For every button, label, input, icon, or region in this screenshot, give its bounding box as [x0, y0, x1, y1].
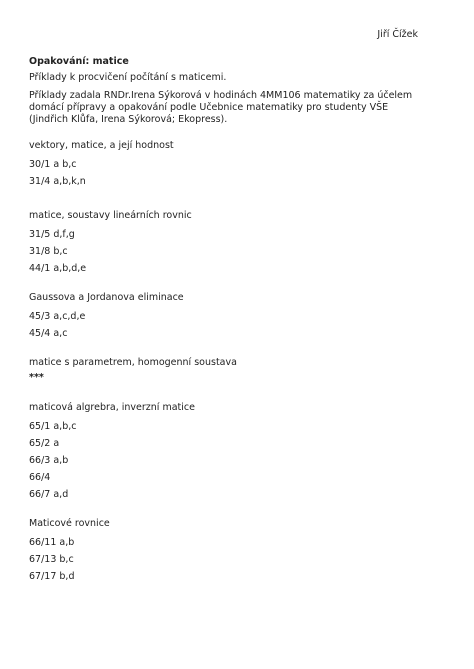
exercise-item: *** [29, 372, 44, 383]
exercise-item: 65/1 a,b,c [29, 421, 77, 432]
section-heading: Maticové rovnice [29, 518, 110, 529]
exercise-item: 31/8 b,c [29, 246, 68, 257]
section-heading: matice s parametrem, homogenní soustava [29, 357, 237, 368]
section-matrix-equations [29, 518, 429, 583]
section-gauss [29, 292, 429, 340]
exercise-item: 66/7 a,d [29, 489, 69, 500]
exercise-item: 44/1 a,b,d,e [29, 263, 87, 274]
exercise-item: 31/5 d,f,g [29, 229, 75, 240]
section-linear-systems [29, 210, 429, 275]
document-title: Opakování: matice [29, 56, 129, 67]
section-vectors [29, 140, 429, 188]
intro-paragraph: Příklady zadala RNDr.Irena Sýkorová v hodinách 4MM106 matematiky za účelem domácí přípravy a opakování podle Učebnice matematiky pro studenty VŠE (Jindřich Klůfa, Irena Sýkorová; Ekopress). [29, 90, 413, 125]
exercise-item: 67/17 b,d [29, 571, 75, 582]
section-heading: Gaussova a Jordanova eliminace [29, 292, 184, 303]
section-heading: vektory, matice, a její hodnost [29, 140, 174, 151]
exercise-item: 66/3 a,b [29, 455, 69, 466]
section-heading: matice, soustavy lineárních rovnic [29, 210, 192, 221]
author-name: Jiří Čížek [377, 29, 418, 40]
exercise-item: 31/4 a,b,k,n [29, 176, 86, 187]
section-parameter [29, 357, 429, 384]
exercise-item: 30/1 a b,c [29, 159, 77, 170]
exercise-item: 66/4 [29, 472, 51, 483]
document-body [29, 55, 429, 583]
intro-paragraph: Příklady k procvičení počítání s maticemi. [29, 72, 227, 83]
exercise-item: 45/4 a,c [29, 328, 68, 339]
exercise-item: 66/11 a,b [29, 537, 75, 548]
exercise-item: 67/13 b,c [29, 554, 74, 565]
exercise-item: 45/3 a,c,d,e [29, 311, 86, 322]
exercise-item: 65/2 a [29, 438, 60, 449]
section-heading: maticová algrebra, inverzní matice [29, 402, 195, 413]
section-matrix-algebra [29, 402, 429, 501]
